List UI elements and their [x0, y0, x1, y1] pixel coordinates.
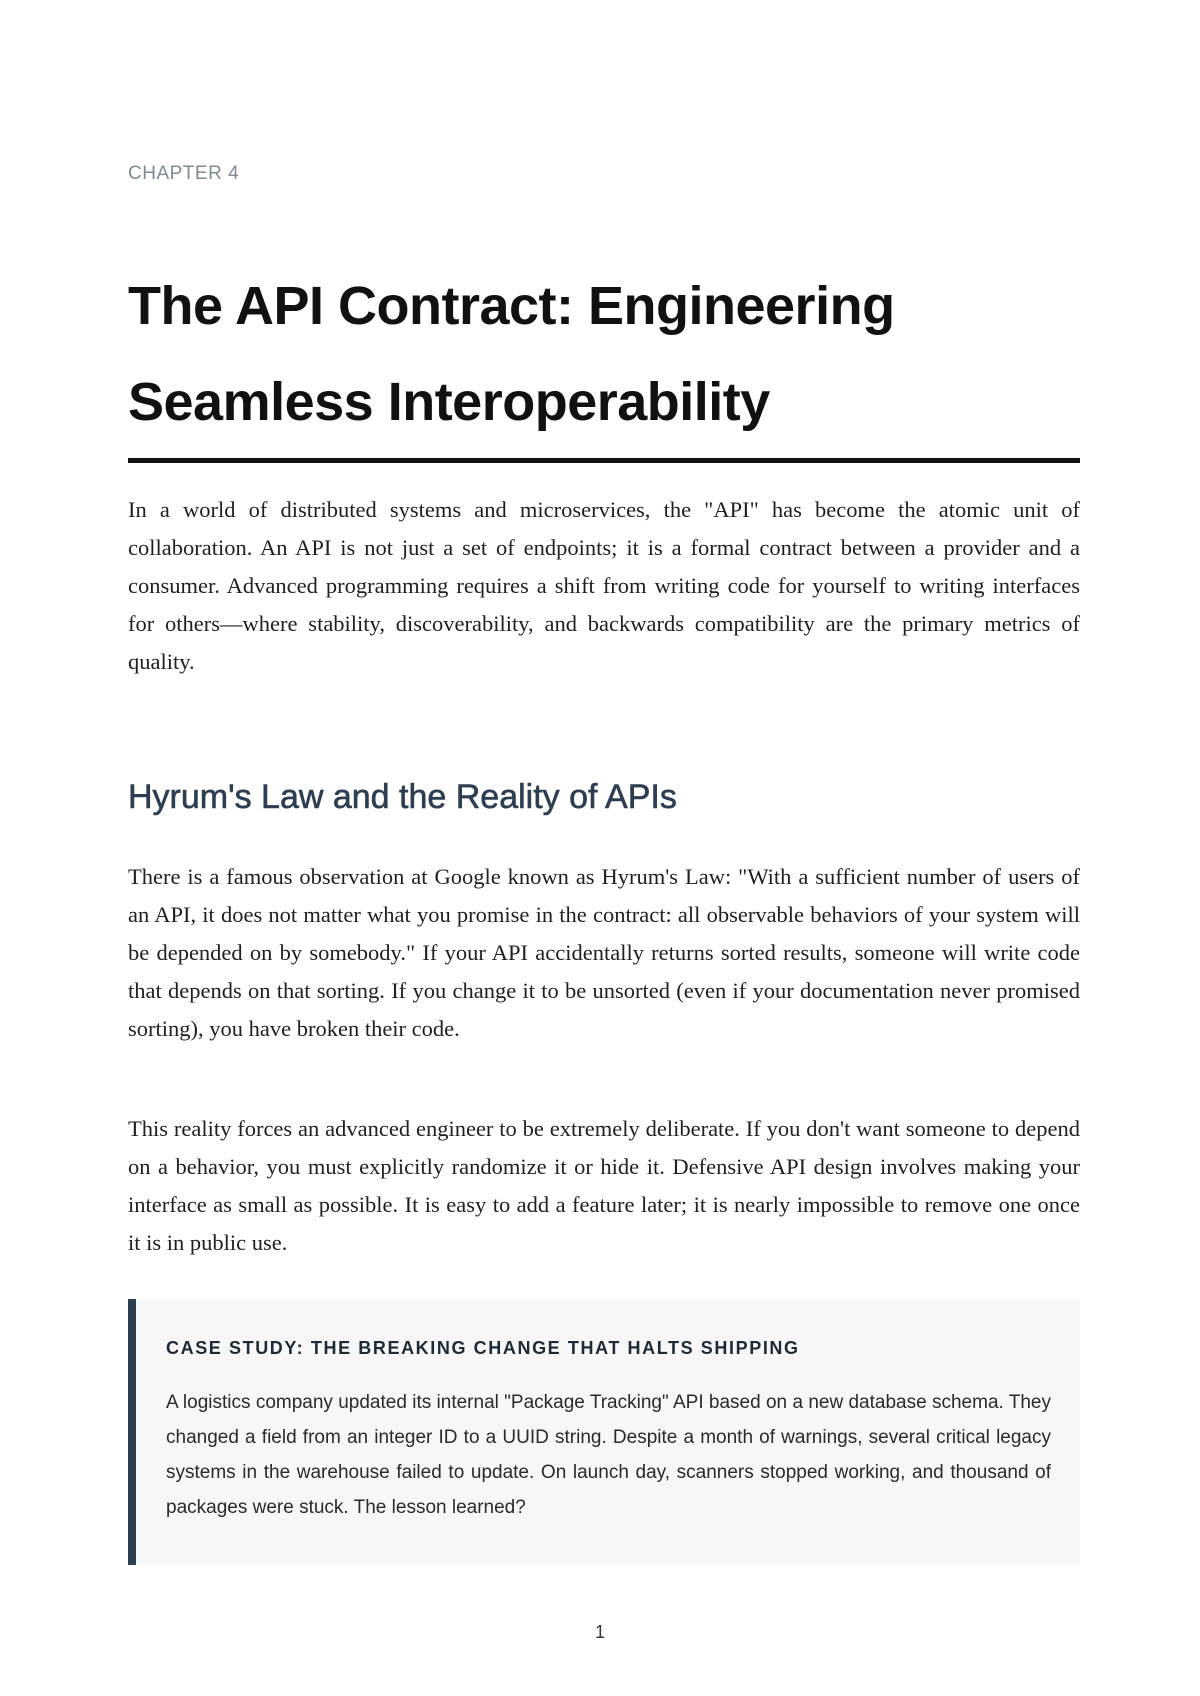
- case-study-callout: [128, 1299, 1080, 1565]
- section-heading: Hyrum's Law and the Reality of APIs: [128, 778, 677, 816]
- section-paragraph-1: There is a famous observation at Google known as Hyrum's Law: "With a sufficient number of users of an API, it does not matter what you promise in the contract: all observable behaviors of your system will be depended on by somebody." If your API accidentally returns sorted results, someone will write code that depends on that sorting. If you change it to be unsorted (even if your documentation never promised sorting), you have broken their code.: [128, 864, 1080, 1041]
- title-divider: [128, 458, 1080, 463]
- intro-paragraph: In a world of distributed systems and microservices, the "API" has become the atomic unit of collaboration. An API is not just a set of endpoints; it is a formal contract between a provider and a consumer. Advanced programming requires a shift from writing code for yourself to writing interfaces for others—where stability, discoverability, and backwards compatibility are the primary metrics of quality.: [128, 497, 1080, 674]
- page-number: 1: [594, 1622, 605, 1642]
- chapter-label: CHAPTER 4: [128, 163, 240, 184]
- case-study-title: CASE STUDY: THE BREAKING CHANGE THAT HALTS SHIPPING: [166, 1338, 800, 1358]
- case-study-body: A logistics company updated its internal "Package Tracking" API based on a new database schema. They changed a field from an integer ID to a UUID string. Despite a month of warnings, several critical legacy systems in the warehouse failed to update. On launch day, scanners stopped working, and thousand of packages were stuck. The lesson learned?: [166, 1392, 1051, 1518]
- section-paragraph-2: This reality forces an advanced engineer to be extremely deliberate. If you don't want someone to depend on a behavior, you must explicitly randomize it or hide it. Defensive API design involves making your interface as small as possible. It is easy to add a feature later; it is nearly impossible to remove one once it is in public use.: [128, 1116, 1080, 1255]
- chapter-title: The API Contract: Engineering Seamless Interoperability: [128, 276, 895, 432]
